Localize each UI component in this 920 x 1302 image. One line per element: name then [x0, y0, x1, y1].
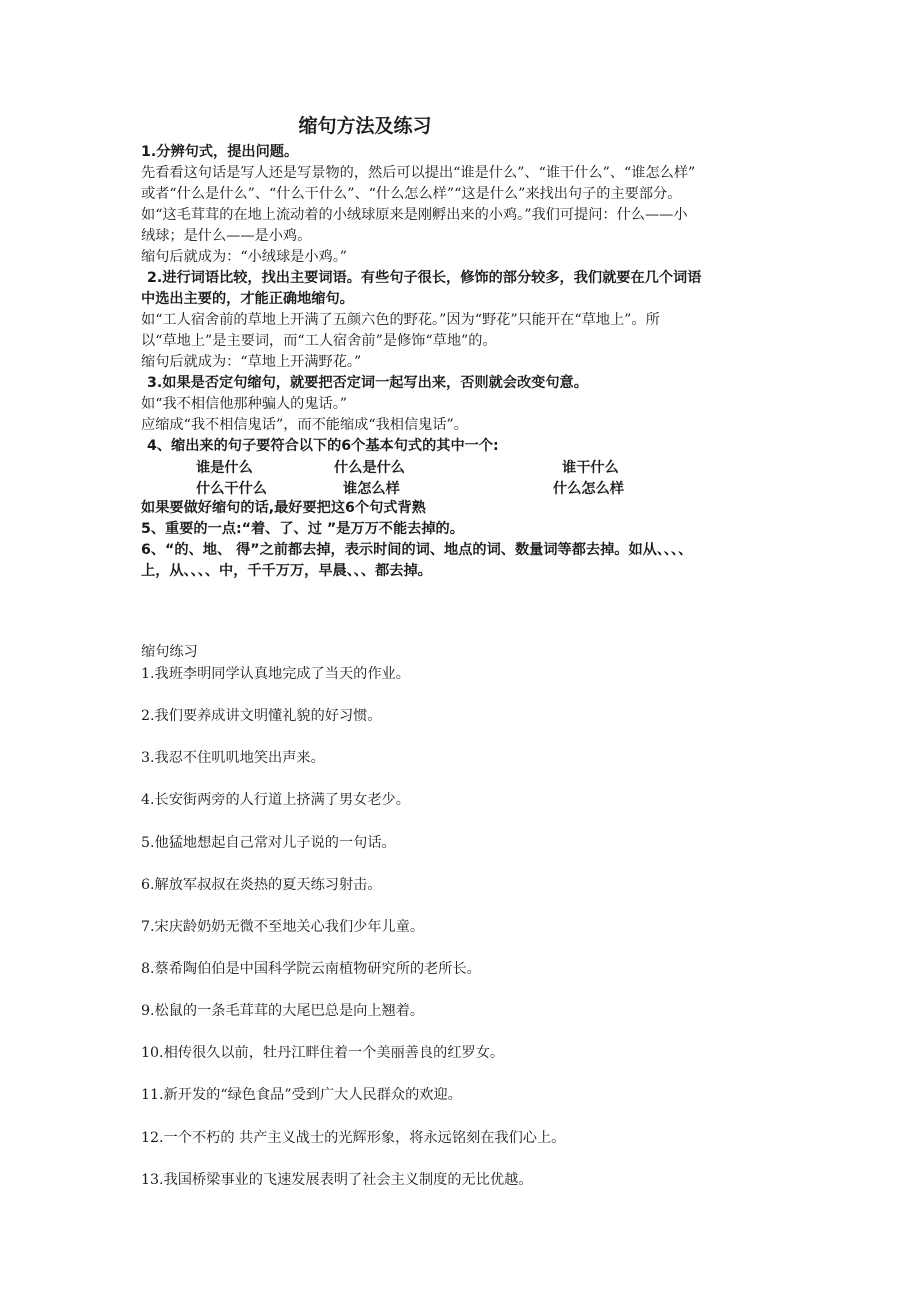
method-1-line: 缩句后就成为：“小绒球是小鸡。”: [141, 249, 348, 265]
exercise-item: 6.解放军叔叔在炎热的夏天练习射击。: [141, 876, 382, 893]
method-1-line: 先看看这句话是写人还是写景物的，然后可以提出“谁是什么”、“谁干什么”、“谁怎么样”: [141, 165, 696, 181]
method-section-3: [141, 373, 791, 436]
method-1-line: 如“这毛茸茸的在地上流动着的小绒球原来是刚孵出来的小鸡。”我们可提问：什么——小: [141, 207, 688, 223]
pattern-item: 谁干什么: [562, 460, 619, 476]
exercise-item: 7.宋庆龄奶奶无微不至地关心我们少年儿童。: [141, 918, 425, 935]
pattern-item: 什么是什么: [334, 460, 405, 476]
page-title: 缩句方法及练习: [298, 115, 432, 137]
method-3-line: 应缩成“我不相信鬼话”，而不能缩成“我相信鬼话”。: [141, 417, 468, 433]
method-6-line: 6、“的、地、 得”之前都去掉，表示时间的词、地点的词、数量词等都去掉。如从、、、、: [141, 542, 693, 558]
exercise-item: 1.我班李明同学认真地完成了当天的作业。: [141, 666, 410, 682]
exercise-item: 4.长安街两旁的人行道上挤满了男女老少。: [141, 792, 410, 809]
method-3-heading: 3.如果是否定句缩句，就要把否定词一起写出来，否则就会改变句意。: [147, 375, 588, 391]
method-2-line: 以“草地上”是主要词，而“工人宿舍前”是修饰“草地”的。: [141, 333, 497, 349]
method-3-line: 如“我不相信他那种骗人的鬼话。”: [141, 396, 348, 412]
method-section-1: [141, 142, 791, 268]
pattern-item: 什么干什么: [196, 481, 267, 497]
exercise-item: 10.相传很久以前，牡丹江畔住着一个美丽善良的红罗女。: [141, 1045, 505, 1062]
method-5: 5、重要的一点:“着、了、过 ”是万万不能去掉的。: [141, 521, 464, 537]
method-1-line: 或者“什么是什么”、“什么干什么”、“什么怎么样”“这是什么”来找出句子的主要部分。: [141, 186, 682, 202]
method-1-line: 绒球；是什么——是小鸡。: [141, 228, 312, 244]
method-4-heading: 4、缩出来的句子要符合以下的6个基本句式的其中一个:: [147, 438, 499, 454]
pattern-item: 谁怎么样: [343, 481, 400, 497]
exercise-item: 12.一个不朽的 共产主义战士的光辉形象，将永远铭刻在我们心上。: [141, 1129, 566, 1146]
method-2-line: 如“工人宿舍前的草地上开满了五颜六色的野花。”因为“野花”只能开在“草地上”。所: [141, 312, 660, 328]
exercise-item: 3.我忍不住叽叽地笑出声来。: [141, 750, 325, 767]
exercise-item: 8.蔡希陶伯伯是中国科学院云南植物研究所的老所长。: [141, 960, 481, 977]
method-section-2: [141, 268, 791, 373]
exercise-item: 2.我们要养成讲文明懂礼貌的好习惯。: [141, 708, 382, 725]
method-1-heading: 1.分辨句式，提出问题。: [141, 144, 299, 160]
method-section-4: [141, 436, 791, 457]
pattern-item: 谁是什么: [196, 460, 253, 476]
exercise-item: 9.松鼠的一条毛茸茸的大尾巴总是向上翘着。: [141, 1003, 425, 1020]
exercise-item: 13.我国桥梁事业的飞速发展表明了社会主义制度的无比优越。: [141, 1171, 533, 1188]
method-2-line: 缩句后就成为：“草地上开满野花。”: [141, 354, 362, 370]
exercise-item: 5.他猛地想起自己常对儿子说的一句话。: [141, 834, 396, 851]
method-section-5-6: [141, 498, 791, 582]
exercise-item: 11.新开发的“绿色食品”受到广大人民群众的欢迎。: [141, 1087, 462, 1104]
pattern-item: 什么怎么样: [553, 481, 624, 497]
exercise-list: [141, 664, 821, 1212]
method-4-note: 如果要做好缩句的话,最好要把这6个句式背熟: [141, 500, 426, 516]
method-2-heading: 2.进行词语比较，找出主要词语。有些句子很长，修饰的部分较多，我们就要在几个词语: [147, 270, 702, 286]
exercises-heading: 缩句练习: [141, 644, 198, 660]
method-2-heading: 中选出主要的，才能正确地缩句。: [141, 291, 354, 307]
method-6-line: 上，从、、、、中，千千万万，早晨、、、都去掉。: [141, 563, 432, 579]
